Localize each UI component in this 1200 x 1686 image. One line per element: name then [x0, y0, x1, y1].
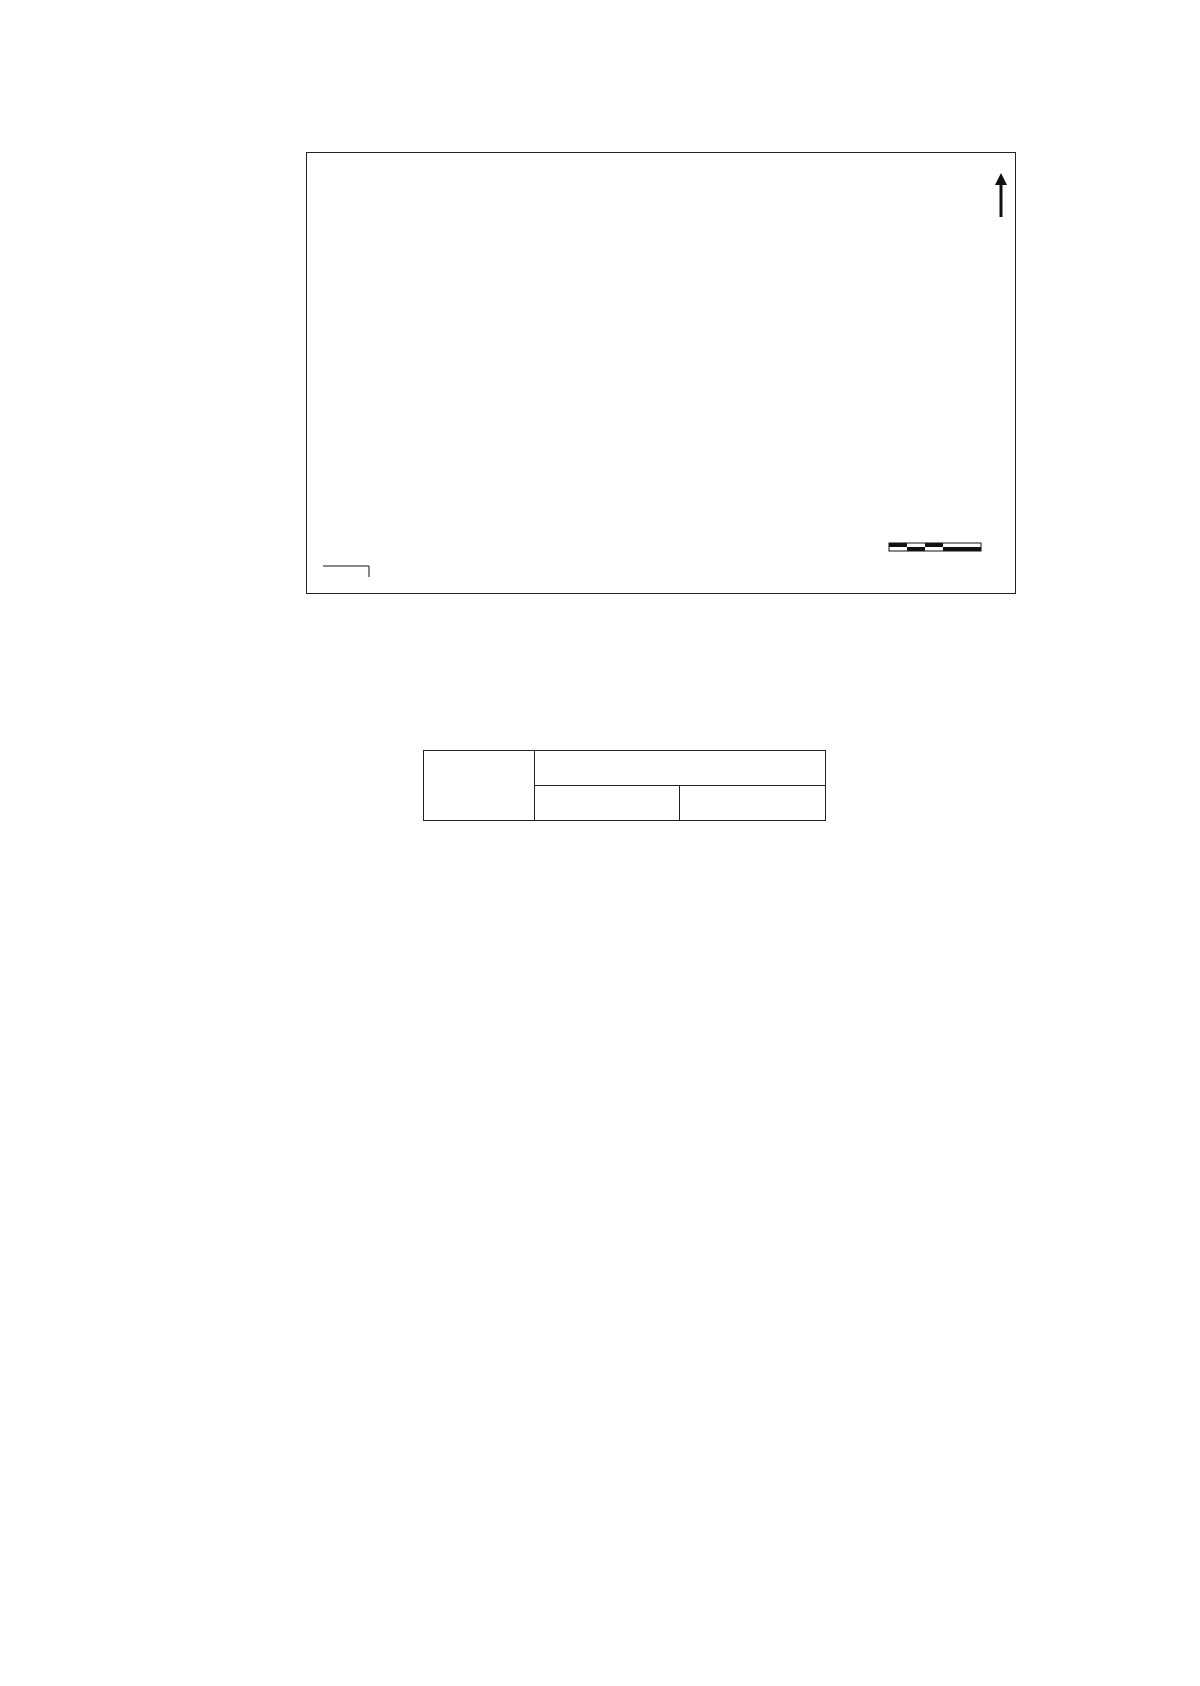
- boundary-map: [306, 152, 1016, 594]
- header-latitude-x: [534, 786, 680, 821]
- scale-bar: [889, 543, 981, 551]
- map-legend: [323, 566, 369, 577]
- north-arrow-icon: [995, 173, 1007, 217]
- coordinates-table: [423, 750, 826, 821]
- header-point-number: [424, 751, 535, 821]
- header-coordinates: [534, 751, 825, 786]
- header-longitude-y: [680, 786, 826, 821]
- boundary-map-drawing: [307, 153, 1017, 595]
